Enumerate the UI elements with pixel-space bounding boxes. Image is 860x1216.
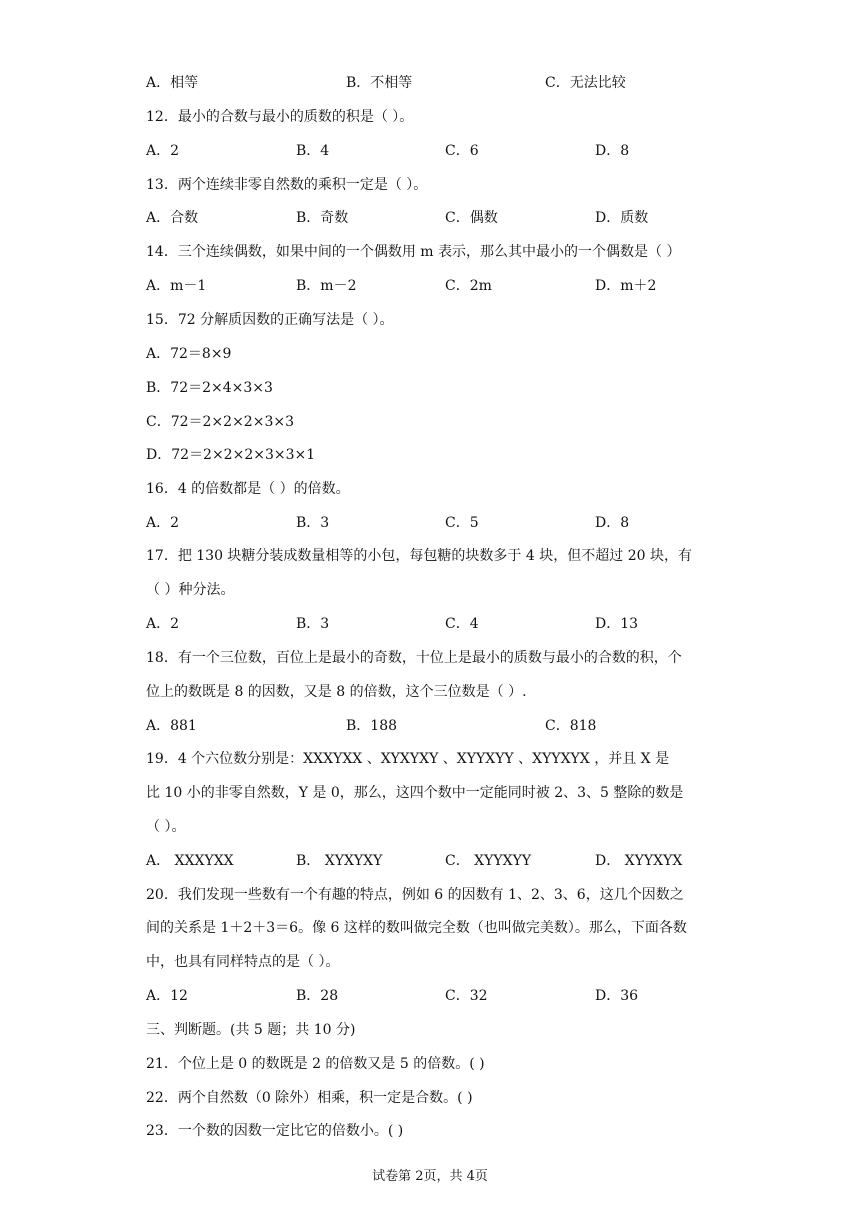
- q18-option-c: C．818: [545, 718, 597, 734]
- q13-option-a: A．合数: [146, 210, 199, 226]
- q12-option-a: A．2: [146, 143, 180, 159]
- q11-option-c: C．无法比较: [545, 75, 626, 91]
- question-17-line-1: 17．把 130 块糖分装成数量相等的小包，每包糖的块数多于 4 块，但不超过 20 块，有: [146, 548, 692, 564]
- question-21: 21．个位上是 0 的数既是 2 的倍数又是 5 的倍数。( ): [146, 1056, 485, 1072]
- q11-option-a: A．相等: [146, 75, 199, 91]
- q16-option-c: C．5: [445, 515, 479, 531]
- q11-option-b: B．不相等: [346, 75, 413, 91]
- section-3-heading: 三、判断题。(共 5 题；共 10 分): [146, 1022, 356, 1038]
- q17-option-d: D．13: [595, 616, 639, 632]
- q12-option-d: D．8: [595, 143, 630, 159]
- q13-option-c: C．偶数: [445, 210, 498, 226]
- q17-option-a: A．2: [146, 616, 180, 632]
- question-15: 15．72 分解质因数的正确写法是（ ）。: [146, 312, 394, 328]
- question-20-line-2: 间的关系是 1＋2＋3＝6。像 6 这样的数叫做完全数（也叫做完美数）。那么，下面各数: [146, 920, 687, 936]
- q12-option-c: C．6: [445, 143, 479, 159]
- q18-option-a: A．881: [146, 718, 197, 734]
- q20-option-d: D．36: [595, 988, 639, 1004]
- question-17-line-2: （ ）种分法。: [146, 582, 235, 598]
- q13-option-b: B．奇数: [296, 210, 349, 226]
- q12-option-b: B．4: [296, 143, 330, 159]
- q13-option-d: D．质数: [595, 210, 649, 226]
- question-22: 22．两个自然数（0 除外）相乘，积一定是合数。( ): [146, 1090, 473, 1106]
- q15-option-a: A．72＝8×9: [146, 346, 232, 362]
- page-footer: 试卷第 2页，共 4页: [372, 1169, 488, 1184]
- q16-option-b: B．3: [296, 515, 330, 531]
- q19-option-c: C． XYYXYY: [445, 853, 532, 869]
- q14-option-d: D．m＋2: [595, 278, 657, 294]
- question-19-line-2: 比 10 小的非零自然数，Y 是 0，那么，这四个数中一定能同时被 2、3、5 整除的数是: [146, 785, 684, 801]
- q15-option-b: B．72＝2×4×3×3: [146, 380, 273, 396]
- question-20-line-1: 20．我们发现一些数有一个有趣的特点，例如 6 的因数有 1、2、3、6，这几个因数之: [146, 887, 684, 903]
- q18-option-b: B．188: [346, 718, 398, 734]
- q16-option-d: D．8: [595, 515, 630, 531]
- q14-option-a: A．m－1: [146, 278, 207, 294]
- q17-option-b: B．3: [296, 616, 330, 632]
- q17-option-c: C．4: [445, 616, 479, 632]
- q15-option-d: D．72＝2×2×2×3×3×1: [146, 447, 316, 463]
- question-19-line-1: 19．4 个六位数分别是：XXXYXX 、XYXYXY 、XYYXYY 、XYYXYX ，并且 X 是: [146, 751, 670, 767]
- question-13: 13．两个连续非零自然数的乘积一定是（ ）。: [146, 177, 428, 193]
- question-16: 16．4 的倍数都是（ ）的倍数。: [146, 481, 350, 497]
- question-18-line-1: 18．有一个三位数，百位上是最小的奇数，十位上是最小的质数与最小的合数的积，个: [146, 650, 682, 666]
- question-12: 12．最小的合数与最小的质数的积是（ ）。: [146, 109, 414, 125]
- question-20-line-3: 中，也具有同样特点的是（ ）。: [146, 954, 340, 970]
- question-14: 14．三个连续偶数，如果中间的一个偶数用 m 表示，那么其中最小的一个偶数是（ ）: [146, 244, 681, 260]
- q20-option-b: B．28: [296, 988, 339, 1004]
- question-23: 23．一个数的因数一定比它的倍数小。( ): [146, 1123, 404, 1139]
- q20-option-c: C．32: [445, 988, 488, 1004]
- q19-option-d: D． XYYXYX: [595, 853, 683, 869]
- q15-option-c: C．72＝2×2×2×3×3: [146, 414, 294, 430]
- q14-option-c: C．2m: [445, 278, 492, 294]
- q14-option-b: B．m－2: [296, 278, 357, 294]
- q16-option-a: A．2: [146, 515, 180, 531]
- q20-option-a: A．12: [146, 988, 188, 1004]
- q19-option-b: B． XYXYXY: [296, 853, 383, 869]
- q19-option-a: A． XXXYXX: [146, 853, 234, 869]
- question-19-line-3: （ ）。: [146, 819, 186, 835]
- question-18-line-2: 位上的数既是 8 的因数，又是 8 的倍数，这个三位数是（ ）.: [146, 684, 527, 700]
